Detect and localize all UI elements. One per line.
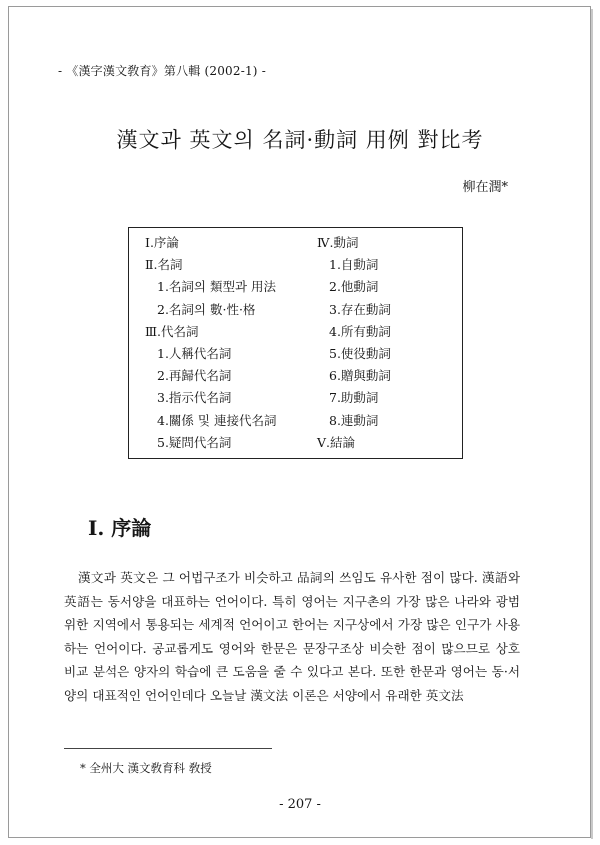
- toc-item: 5.使役動詞: [329, 345, 391, 361]
- paper-title: 漢文과 英文의 名詞·動詞 用例 對比考: [116, 128, 484, 152]
- toc-item: 3.存在動詞: [329, 301, 391, 317]
- body-paragraph: 漢文과 英文은 그 어법구조가 비슷하고 品詞의 쓰임도 유사한 점이 많다. 漢語와 英語는 동서양을 대표하는 언어이다. 특히 영어는 지구촌의 가장 많은 나라와 광범위한 지역에서 통용되는 세계적 언어이고 한어는 지구상에서 가장 많은 인구가 사용하는 언어이다. 공교롭게도 영어와 한문은 문장구조상 비슷한 점이 많으므로 상호 비교 분석은 양자의 학습에 큰 도움을 줄 수 있다고 본다. 또한 한문과 영어는 동·서양의 대표적인 언어인데다 오늘날 漢文法 이론은 서양에서 유래한 英文法: [64, 570, 520, 703]
- toc-item: Ⅱ.名詞: [145, 257, 183, 273]
- toc-item: 2.再歸代名詞: [157, 368, 232, 384]
- toc-item: 2.名詞의 數·性·格: [157, 301, 256, 317]
- running-header: - 《漢字漢文敎育》第八輯 (2002-1) -: [58, 64, 266, 78]
- toc-item: 8.連動詞: [329, 412, 379, 428]
- body-text: [64, 566, 520, 708]
- toc-item: 2.他動詞: [329, 279, 379, 295]
- toc-item: 1.名詞의 類型과 用法: [157, 279, 277, 295]
- toc-item: 6.贈與動詞: [329, 368, 391, 384]
- toc-item: 4.關係 및 連接代名詞: [157, 412, 277, 428]
- toc-item: 5.疑問代名詞: [157, 434, 232, 450]
- toc-item: 4.所有動詞: [329, 323, 391, 339]
- toc-left-column: [145, 232, 276, 454]
- toc-right-column: [317, 232, 391, 454]
- table-of-contents: [128, 227, 463, 459]
- toc-item: Ⅰ.序論: [145, 235, 179, 250]
- author-name: 柳在潤*: [462, 180, 508, 195]
- toc-item: 1.人稱代名詞: [157, 345, 232, 361]
- section-heading: Ⅰ. 序論: [88, 516, 152, 540]
- toc-item: Ⅴ.結論: [317, 434, 356, 450]
- toc-item: 7.助動詞: [329, 390, 379, 406]
- toc-item: Ⅳ.動詞: [317, 235, 359, 250]
- page-number: - 207 -: [279, 797, 321, 812]
- toc-item: 1.自動詞: [329, 257, 379, 273]
- footnote: * 全州大 漢文敎育科 敎授: [80, 761, 212, 775]
- footnote-divider: [64, 748, 272, 749]
- toc-item: 3.指示代名詞: [157, 390, 232, 406]
- toc-item: Ⅲ.代名詞: [145, 323, 199, 339]
